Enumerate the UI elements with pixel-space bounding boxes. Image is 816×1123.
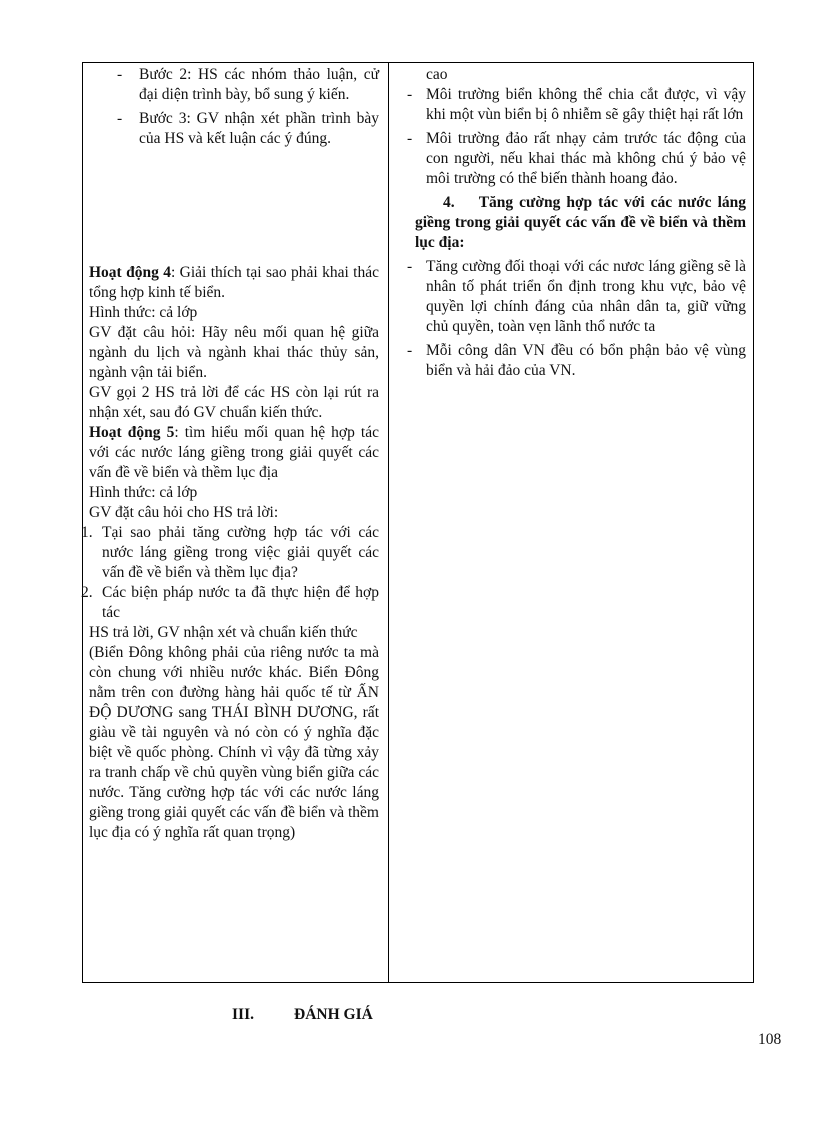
bullet-item: - Môi trường biển không thể chia cắt được, vì vậy khi một vùn biển bị ô nhiễm sẽ gây thiệt hại rất lớn [407,86,746,123]
activity-5-title: Hoạt động 5: tìm hiểu mối quan hệ hợp tác với các nước láng giềng trong giải quyết các vấn đề về biển và thềm lục địa [89,424,380,481]
question-item: 2. Các biện pháp nước ta đã thực hiện để hợp tác [81,584,379,621]
bullet-item: - Tăng cường đối thoại với các nươc láng giềng sẽ là nhân tố phát triển ổn định trong khu vực, bảo vệ quyền lợi chính đáng của nhân dân ta, giữ vững chủ quyền, toàn vẹn lãnh thổ nước ta [407,258,746,335]
page-number: 108 [758,1031,782,1048]
bullet-item: - Mỗi công dân VN đều có bổn phận bảo vệ vùng biển và hải đảo của VN. [407,342,746,379]
right-column [401,65,746,385]
answer-line: HS trả lời, GV nhận xét và chuẩn kiến thức [89,624,358,641]
left-column [81,65,380,843]
bullet-item: - Môi trường đảo rất nhạy cảm trước tác động của con người, nếu khai thác mà không chú ý bảo vệ môi trường có thể biến thành hoang đảo. [407,130,746,187]
question-item: 1. Tại sao phải tăng cường hợp tác với các nước láng giềng trong việc giải quyết các vấn đề về biển và thềm lục địa? [81,524,379,581]
section-heading: III. ĐÁNH GIÁ [232,1006,373,1023]
spacer [89,153,379,263]
activity-5-line: GV đặt câu hỏi cho HS trả lời: [89,504,279,521]
activity-4-title: Hoạt động 4: Giải thích tại sao phải khai thác tổng hợp kinh tế biển. [89,264,379,301]
continued-text: cao [426,66,448,83]
activity-4-line: GV gọi 2 HS trả lời để các HS còn lại rút ra nhận xét, sau đó GV chuẩn kiến thức. [89,384,379,421]
activity-5-line: Hình thức: cả lớp [89,484,198,501]
step-item: - Bước 3: GV nhận xét phần trình bày của HS và kết luận các ý đúng. [117,110,379,147]
knowledge-note: (Biển Đông không phải của riêng nước ta mà còn chung với nhiều nước khác. Biển Đông nằm trên con đường hàng hải quốc tế từ ẤN ĐỘ DƯƠNG sang THÁI BÌNH DƯƠNG, rất giàu về tài nguyên và nó còn có ý nghĩa đặc biệt về quốc phòng. Chính vì vậy đã từng xảy ra tranh chấp về chủ quyền vùng biển giữa các nước. Tăng cường hợp tác với các nước láng giềng trong giải quyết các vấn đề biển và thềm lục địa có ý nghĩa rất quan trọng) [89,644,379,841]
activity-4-line: Hình thức: cả lớp [89,304,198,321]
subheading: 4. Tăng cường hợp tác với các nước láng giềng trong giải quyết các vấn đề về biển và thềm lục địa: [415,194,746,251]
column-divider [388,63,389,982]
content-table [82,62,754,983]
step-item: - Bước 2: HS các nhóm thảo luận, cử đại diện trình bày, bổ sung ý kiến. [117,66,379,103]
activity-4-line: GV đặt câu hỏi: Hãy nêu mối quan hệ giữa ngành du lịch và ngành khai thác thủy sản, ngành vận tải biển. [89,324,379,381]
